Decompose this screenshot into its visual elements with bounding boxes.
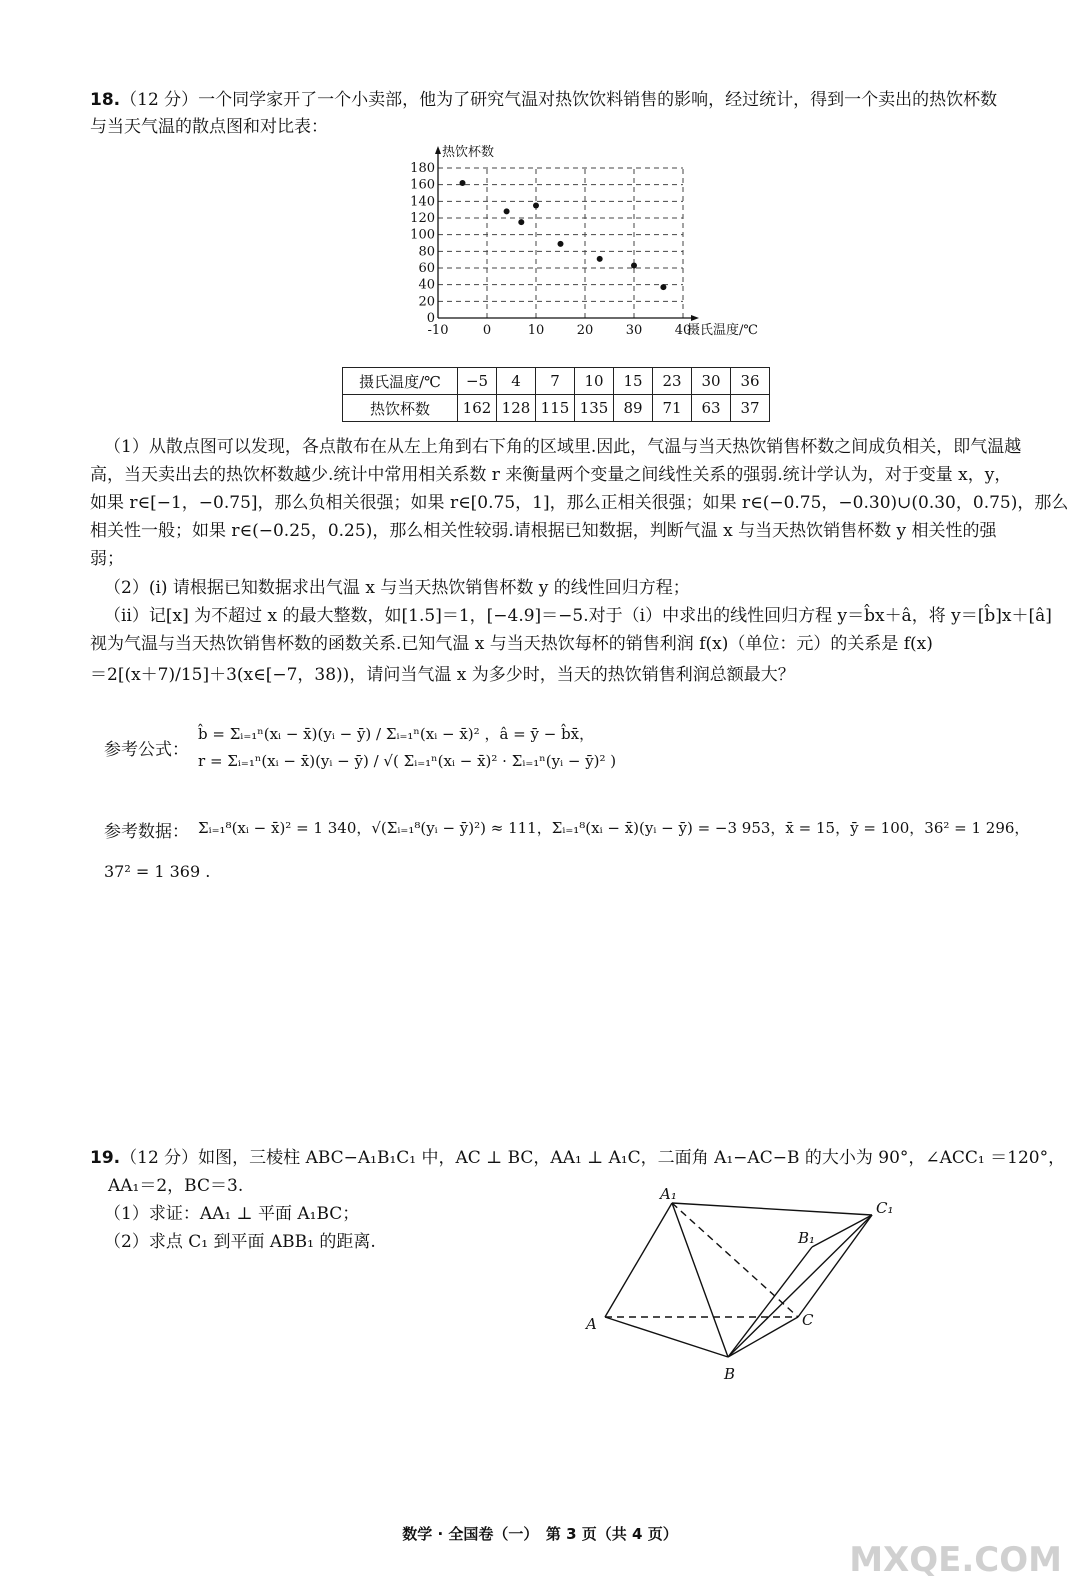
y-axis-arrow — [435, 146, 441, 154]
edge-a1-c1 — [672, 1203, 872, 1215]
x-axis-arrow — [691, 315, 699, 321]
scatter-point — [558, 241, 564, 247]
q19-text-1: （12 分）如图，三棱柱 ABC−A₁B₁C₁ 中，AC ⊥ BC，AA₁ ⊥ A₁C，二面角 A₁−AC−B 的大小为 90°，∠ACC₁ ＝120°， — [120, 1148, 1066, 1168]
y-tick-label: 0 — [426, 311, 435, 326]
label-c1: C₁ — [876, 1199, 894, 1217]
edge-a1-c-hidden — [672, 1203, 798, 1317]
x-tick-label: 10 — [527, 323, 545, 338]
prism-diagram — [580, 1185, 920, 1395]
scatter-point — [631, 263, 637, 269]
label-a1: A₁ — [660, 1185, 677, 1203]
scatter-point — [533, 203, 539, 209]
x-tick-label: 0 — [482, 323, 492, 338]
x-axis-label: 摄氏温度/℃ — [687, 323, 758, 338]
edge-a-b — [605, 1317, 728, 1357]
q18-part2ii-line1: （ⅱ）记[x] 为不超过 x 的最大整数，如[1.5]＝1，[−4.9]＝−5.对于（ⅰ）中求出的线性回归方程 y＝b̂x＋â，将 y＝[b̂]x＋[â] — [104, 606, 1052, 626]
table-cell-cups: 135 — [575, 395, 614, 422]
table-cell-temp: −5 — [458, 368, 497, 395]
q18-part1-line2: 高，当天卖出去的热饮杯数越少.统计中常用相关系数 r 来衡量两个变量之间线性关系的强弱.统计学认为，对于变量 x，y， — [90, 465, 1012, 485]
table-cell-cups: 162 — [458, 395, 497, 422]
scatter-point — [504, 208, 510, 214]
table-cell-cups: 115 — [536, 395, 575, 422]
table-cell-temp: 23 — [653, 368, 692, 395]
y-tick-label: 140 — [410, 194, 435, 210]
y-tick-label: 160 — [410, 177, 435, 193]
scatter-point — [660, 284, 666, 290]
table-cell-temp: 15 — [614, 368, 653, 395]
y-tick-label: 80 — [418, 244, 435, 260]
data-line1: Σᵢ₌₁⁸(xᵢ − x̄)² = 1 340，√(Σᵢ₌₁⁸(yᵢ − ȳ)²) ≈ 111，Σᵢ₌₁⁸(xᵢ − x̄)(yᵢ − ȳ) = −3 953，x̄ = 15，ȳ = 100，36² = 1 296， — [198, 819, 1030, 837]
label-b: B — [724, 1365, 736, 1383]
x-tick-label: -10 — [427, 323, 449, 338]
formula-a: ，â = ȳ − b̂x̄， — [484, 725, 595, 743]
watermark: MXQE.COM — [849, 1540, 1062, 1580]
y-tick-label: 100 — [410, 227, 435, 243]
label-c: C — [802, 1311, 814, 1329]
label-a: A — [586, 1315, 597, 1333]
data-line2: 37² = 1 369 . — [104, 862, 211, 881]
y-tick-label: 120 — [410, 211, 435, 226]
table-cell-temp: 7 — [536, 368, 575, 395]
page-footer: 数学 · 全国卷（一） 第 3 页（共 4 页） — [402, 1525, 678, 1543]
q19-line1 — [90, 1143, 1065, 1168]
q18-part1-line1: （1）从散点图可以发现，各点散布在从左上角到右下角的区域里.因此，气温与当天热饮销售杯数之间成负相关，即气温越 — [104, 437, 1022, 457]
table-cell-temp: 10 — [575, 368, 614, 395]
formula-block — [198, 723, 1078, 744]
x-tick-label: 40 — [674, 323, 692, 338]
x-tick-label: 30 — [625, 323, 643, 338]
table-row-temps — [343, 368, 770, 395]
q18-number: 18. — [90, 90, 121, 110]
q18-intro-line2: 与当天气温的散点图和对比表： — [90, 117, 328, 137]
y-tick-label: 20 — [418, 294, 435, 310]
y-axis-label: 热饮杯数 — [442, 145, 495, 160]
formula-b: b̂ = Σᵢ₌₁ⁿ(xᵢ − x̄)(yᵢ − ȳ) / Σᵢ₌₁ⁿ(xᵢ − x̄)² — [198, 725, 480, 743]
q18-part1-line4: 相关性一般；如果 r∈(−0.25，0.25)，那么相关性较弱.请根据已知数据，判断气温 x 与当天热饮销售杯数 y 相关性的强 — [90, 521, 997, 541]
scatter-point — [460, 180, 466, 186]
comparison-table — [342, 367, 770, 422]
edge-b-b1 — [728, 1247, 812, 1357]
table-cell-cups: 37 — [731, 395, 770, 422]
q18-intro-text-1: （12 分）一个同学家开了一个小卖部，他为了研究气温对热饮饮料销售的影响，经过统计，得到一个卖出的热饮杯数 — [120, 90, 998, 110]
table-header-cups: 热饮杯数 — [343, 395, 458, 422]
q18-part2i: （2）(ⅰ) 请根据已知数据求出气温 x 与当天热饮销售杯数 y 的线性回归方程； — [104, 578, 690, 598]
table-cell-temp: 4 — [497, 368, 536, 395]
x-tick-label: 20 — [576, 323, 594, 338]
formula-label: 参考公式： — [104, 740, 189, 760]
scatter-chart — [410, 138, 758, 358]
formula-r: r = Σᵢ₌₁ⁿ(xᵢ − x̄)(yᵢ − ȳ) / √( Σᵢ₌₁ⁿ(xᵢ − x̄)² · Σᵢ₌₁ⁿ(yᵢ − ȳ)² ) — [198, 752, 617, 770]
y-tick-label: 40 — [418, 277, 435, 293]
edge-a1-b — [672, 1203, 728, 1357]
q18-part1-line5: 弱； — [90, 549, 124, 569]
q19-number: 19. — [90, 1148, 121, 1168]
table-cell-cups: 63 — [692, 395, 731, 422]
data-label: 参考数据： — [104, 822, 189, 842]
q19-line2: AA₁＝2，BC＝3. — [108, 1176, 244, 1196]
scatter-point — [597, 256, 603, 262]
q18-intro-line1 — [90, 85, 997, 110]
table-cell-temp: 36 — [731, 368, 770, 395]
edge-a1-a — [605, 1203, 672, 1317]
q18-part2ii-line3: ＝2[(x＋7)/15]＋3(x∈[−7，38))，请问当气温 x 为多少时，当天的热饮销售利润总额最大？ — [90, 665, 795, 685]
y-tick-label: 60 — [418, 261, 435, 276]
table-cell-cups: 89 — [614, 395, 653, 422]
table-row-cups — [343, 395, 770, 422]
scatter-point — [518, 219, 524, 225]
table-cell-cups: 71 — [653, 395, 692, 422]
table-cell-cups: 128 — [497, 395, 536, 422]
y-tick-label: 180 — [410, 161, 435, 176]
edge-b1-c1 — [812, 1215, 872, 1247]
table-header-temp: 摄氏温度/℃ — [343, 368, 458, 395]
q19-part2: （2）求点 C₁ 到平面 ABB₁ 的距离. — [104, 1232, 376, 1252]
label-b1: B₁ — [798, 1229, 816, 1247]
q18-part2ii-line2: 视为气温与当天热饮销售杯数的函数关系.已知气温 x 与当天热饮每杯的销售利润 f(x)（单位：元）的关系是 f(x) — [90, 634, 933, 654]
q19-part1: （1）求证：AA₁ ⊥ 平面 A₁BC； — [104, 1204, 360, 1224]
table-cell-temp: 30 — [692, 368, 731, 395]
q18-part1-line3: 如果 r∈[−1，−0.75]，那么负相关很强；如果 r∈[0.75，1]，那么正相关很强；如果 r∈(−0.75，−0.30)∪(0.30，0.75)，那么 — [90, 493, 1069, 513]
